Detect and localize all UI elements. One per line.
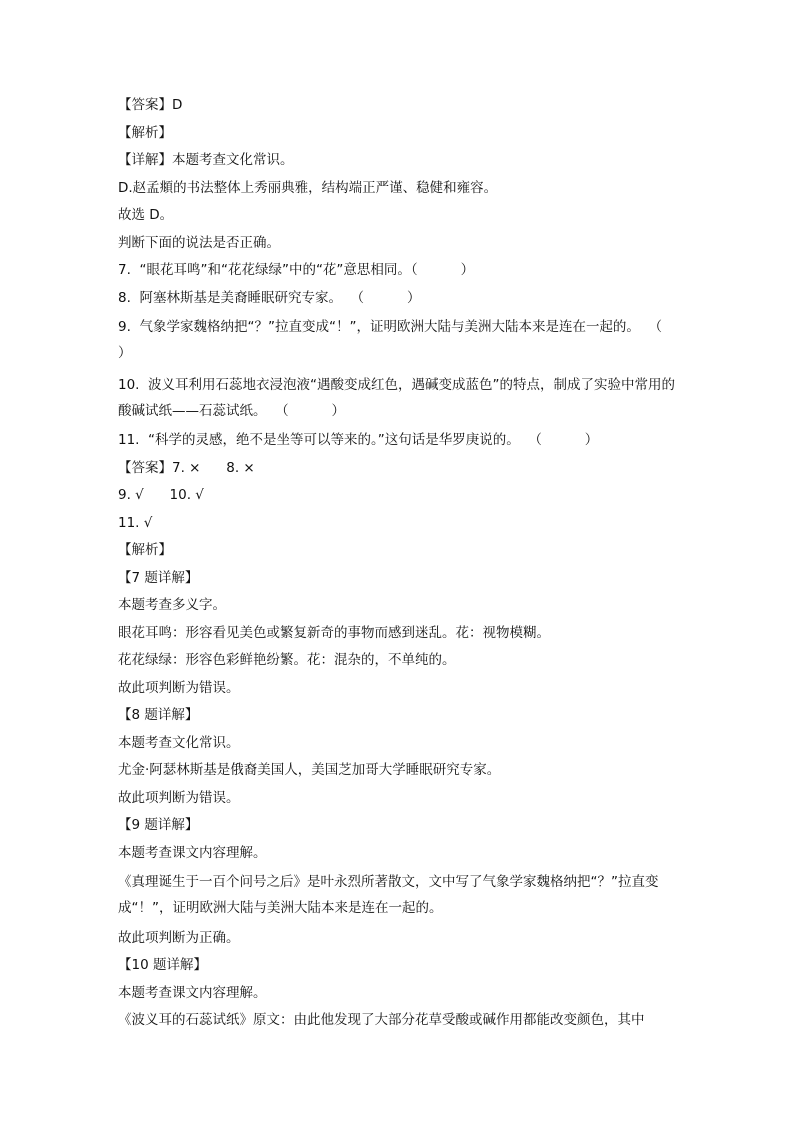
- detail-heading: 【10 题详解】: [118, 957, 207, 973]
- answer-line: 9. √ 10. √: [118, 487, 204, 503]
- analysis-heading: 【解析】: [118, 124, 172, 141]
- answer-line: 【答案】D: [118, 97, 183, 113]
- paragraph-line: 《真理诞生于一百个问号之后》是叶永烈所著散文，文中写了气象学家魏格纳把“？”拉直变成“！”，证明欧洲大陆与美洲大陆本来是连在一起的。: [118, 874, 659, 916]
- document-body: [118, 94, 705, 1037]
- question-11: 11. “科学的灵感，绝不是坐等可以等来的。”这句话是华罗庚说的。 （ ）: [118, 432, 599, 448]
- answer-line: 11. √: [118, 514, 153, 531]
- paragraph-line: 花花绿绿：形容色彩鲜艳纷繁。花：混杂的，不单纯的。: [118, 652, 456, 668]
- paragraph-line: 本题考查多义字。: [118, 597, 226, 613]
- paragraph-line: 故此项判断为正确。: [118, 929, 240, 946]
- answer-line: 【答案】7. × 8. ×: [118, 459, 255, 476]
- detail-heading: 【8 题详解】: [118, 707, 199, 723]
- paragraph-line: D.赵孟頫的书法整体上秀丽典雅，结构端正严谨、稳健和雍容。: [118, 179, 498, 196]
- paragraph-line: 故选 D。: [118, 207, 174, 223]
- paragraph-line: 本题考查课文内容理解。: [118, 984, 267, 1001]
- paragraph-line: 本题考查文化常识。: [118, 734, 240, 751]
- paragraph-line: 尤金·阿瑟林斯基是俄裔美国人，美国芝加哥大学睡眠研究专家。: [118, 762, 501, 778]
- paragraph-line: 《波义耳的石蕊试纸》原文：由此他发现了大部分花草受酸或碱作用都能改变颜色，其中: [118, 1012, 645, 1028]
- paragraph-line: 眼花耳鸣：形容看见美色或繁复新奇的事物而感到迷乱。花：视物模糊。: [118, 624, 550, 641]
- question-10: 10. 波义耳利用石蕊地衣浸泡液“遇酸变成红色，遇碱变成蓝色”的特点，制成了实验中常用的酸碱试纸——石蕊试纸。 （ ）: [118, 376, 676, 419]
- analysis-heading: 【解析】: [118, 542, 172, 558]
- paragraph-line: 故此项判断为错误。: [118, 789, 240, 806]
- question-8: 8. 阿塞林斯基是美裔睡眠研究专家。 （ ）: [118, 289, 421, 306]
- detail-line: 【详解】本题考查文化常识。: [118, 152, 294, 168]
- paragraph-line: 本题考查课文内容理解。: [118, 844, 267, 861]
- question-9: 9. 气象学家魏格纳把“？”拉直变成“！”，证明欧洲大陆与美洲大陆本来是连在一起的。 （ ）: [118, 319, 705, 361]
- paragraph-line: 故此项判断为错误。: [118, 679, 240, 696]
- detail-heading: 【7 题详解】: [118, 569, 199, 586]
- question-7: 7. “眼花耳鸣”和“花花绿绿”中的“花”意思相同。（ ）: [118, 262, 475, 278]
- section-instruction: 判断下面的说法是否正确。: [118, 234, 280, 251]
- detail-heading: 【9 题详解】: [118, 817, 199, 833]
